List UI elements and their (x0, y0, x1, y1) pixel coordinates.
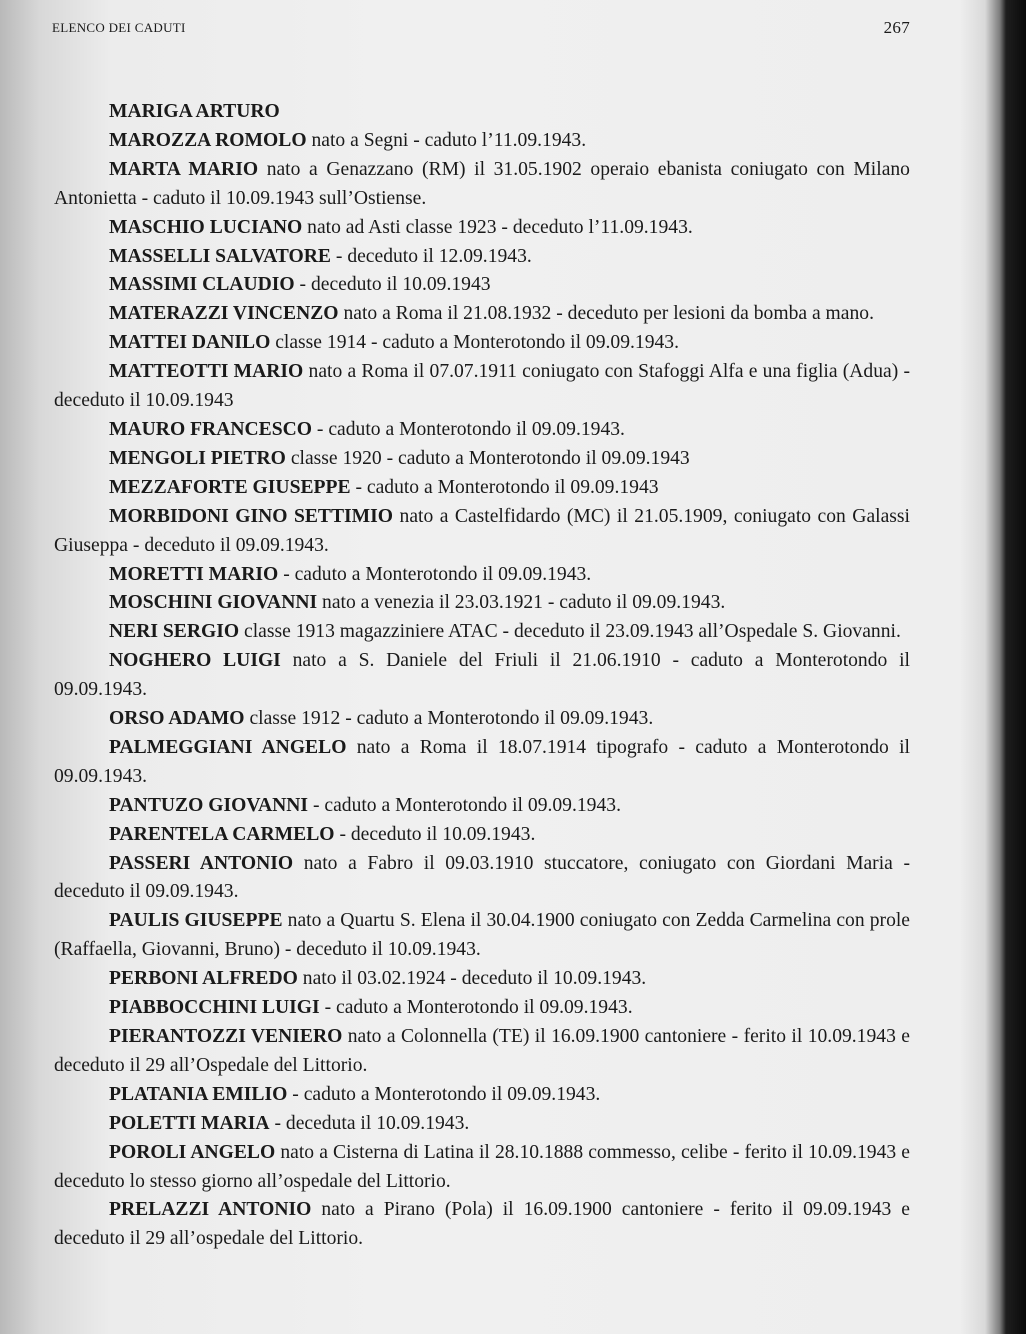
list-item (54, 821, 910, 850)
entry-details: nato a Roma il 21.08.1932 - deceduto per lesioni da bomba a mano. (343, 303, 874, 325)
entry-details: nato a S. Daniele del Friuli il 21.06.1910 - caduto a Monterotondo il 09.09.1943. (54, 650, 910, 701)
entry-name: PAULIS GIUSEPPE (109, 910, 283, 932)
list-item (54, 647, 910, 705)
entry-name: PALMEGGIANI ANGELO (109, 736, 347, 758)
list-item (54, 1196, 910, 1254)
list-item (54, 358, 910, 416)
entry-details: classe 1913 magazziniere ATAC - deceduto il 23.09.1943 all’Ospedale S. Giovanni. (244, 621, 901, 643)
list-item (54, 271, 910, 300)
entry-details: nato a venezia il 23.03.1921 - caduto il 09.09.1943. (322, 592, 726, 614)
entry-details: - caduto a Monterotondo il 09.09.1943. (292, 1083, 601, 1105)
entry-details: - caduto a Monterotondo il 09.09.1943 (355, 476, 659, 498)
entry-name: MORETTI MARIO (109, 563, 279, 585)
entry-name: PRELAZZI ANTONIO (109, 1199, 312, 1221)
entry-name: MAROZZA ROMOLO (109, 129, 307, 151)
entry-details: nato il 03.02.1924 - deceduto il 10.09.1943. (302, 968, 647, 990)
page-header (52, 16, 910, 42)
entry-details: nato a Roma il 18.07.1914 tipografo - caduto a Monterotondo il 09.09.1943. (54, 736, 910, 787)
list-item (54, 589, 910, 618)
entry-details: nato a Pirano (Pola) il 16.09.1900 cantoniere - ferito il 09.09.1943 e deceduto il 29 all’ospedale del Littorio. (54, 1199, 910, 1250)
list-item (54, 734, 910, 792)
list-item (54, 243, 910, 272)
entry-name: PANTUZO GIOVANNI (109, 794, 309, 816)
entry-details: nato a Colonnella (TE) il 16.09.1900 cantoniere - ferito il 10.09.1943 e deceduto il 29 all’Ospedale del Littorio. (54, 1026, 910, 1076)
entry-details: nato a Genazzano (RM) il 31.05.1902 operaio ebanista coniugato con Milano Antonietta - caduto il 10.09.1943 sull’Ostiense. (54, 158, 910, 209)
list-item (54, 156, 910, 214)
list-item (54, 416, 910, 445)
entry-name: NOGHERO LUIGI (109, 650, 281, 672)
entry-details: classe 1920 - caduto a Monterotondo il 09.09.1943 (290, 447, 690, 469)
entry-name: MATERAZZI VINCENZO (109, 303, 339, 325)
entry-name: PASSERI ANTONIO (109, 852, 294, 874)
entry-name: PIERANTOZZI VENIERO (109, 1026, 343, 1047)
list-item (54, 850, 910, 908)
page-number: 267 (883, 18, 910, 37)
casualty-list (54, 98, 910, 1254)
list-item (54, 474, 910, 503)
list-item (54, 300, 910, 329)
entry-name: PERBONI ALFREDO (109, 968, 298, 990)
list-item (54, 561, 910, 590)
list-item (54, 1110, 910, 1139)
entry-details: - deceduto il 10.09.1943. (339, 823, 536, 845)
entry-details: nato a Roma il 07.07.1911 coniugato con Stafoggi Alfa e una figlia (Adua) - deceduto il 10.09.1943 (54, 361, 910, 412)
entry-details: nato ad Asti classe 1923 - deceduto l’11.09.1943. (307, 216, 693, 238)
entry-details: - caduto a Monterotondo il 09.09.1943. (283, 563, 592, 585)
entry-name: MATTEI DANILO (109, 332, 271, 354)
running-title: ELENCO DEI CADUTI (52, 20, 186, 35)
entry-name: PIABBOCCHINI LUIGI (109, 997, 320, 1019)
entry-name: PARENTELA CARMELO (109, 823, 335, 845)
entry-details: classe 1912 - caduto a Monterotondo il 09.09.1943. (249, 708, 654, 730)
entry-name: MASCHIO LUCIANO (109, 216, 303, 238)
list-item (54, 965, 910, 994)
entry-name: MARTA MARIO (109, 158, 259, 180)
entry-name: MENGOLI PIETRO (109, 447, 286, 469)
entry-details: nato a Fabro il 09.03.1910 stuccatore, coniugato con Giordani Maria - deceduto il 09.09.1943. (54, 852, 910, 903)
list-item (54, 1139, 910, 1197)
list-item (54, 127, 910, 156)
entry-name: MASSELLI SALVATORE (109, 245, 331, 267)
entry-name: MAURO FRANCESCO (109, 418, 313, 440)
entry-details: - caduto a Monterotondo il 09.09.1943. (324, 997, 633, 1019)
entry-name: MOSCHINI GIOVANNI (109, 592, 318, 614)
entry-details: nato a Castelfidardo (MC) il 21.05.1909, coniugato con Galassi Giuseppa - deceduto il 09.09.1943. (54, 505, 910, 556)
entry-details: classe 1914 - caduto a Monterotondo il 09.09.1943. (275, 332, 679, 354)
entry-name: ORSO ADAMO (109, 708, 245, 730)
entry-details: - deceduto il 12.09.1943. (335, 245, 532, 267)
entry-details: nato a Quartu S. Elena il 30.04.1900 coniugato con Zedda Carmelina con prole (Raffaella, Giovanni, Bruno) - deceduto il 10.09.1943. (54, 910, 911, 961)
list-item (54, 907, 910, 965)
entry-name: NERI SERGIO (109, 621, 240, 643)
entry-details: - deceduto il 10.09.1943 (299, 274, 491, 296)
list-item (54, 1081, 910, 1110)
entry-details: - caduto a Monterotondo il 09.09.1943. (316, 418, 625, 440)
entry-name: PLATANIA EMILIO (109, 1083, 288, 1105)
list-item (54, 503, 910, 561)
list-item (54, 792, 910, 821)
entry-details: - deceduta il 10.09.1943. (274, 1112, 470, 1134)
entry-details: - caduto a Monterotondo il 09.09.1943. (312, 794, 621, 816)
list-item (54, 1023, 910, 1081)
list-item (54, 445, 910, 474)
entry-name: POLETTI MARIA (109, 1112, 270, 1134)
list-item (54, 705, 910, 734)
list-item (54, 98, 910, 127)
entry-details: nato a Cisterna di Latina il 28.10.1888 commesso, celibe - ferito il 10.09.1943 e deceduto lo stesso giorno all’ospedale del Littorio. (54, 1141, 911, 1192)
entry-details: nato a Segni - caduto l’11.09.1943. (311, 129, 587, 151)
list-item (54, 329, 910, 358)
entry-name: MORBIDONI GINO SETTIMIO (109, 505, 394, 527)
list-item (54, 214, 910, 243)
entry-name: MASSIMI CLAUDIO (109, 274, 295, 296)
list-item (54, 618, 910, 647)
entry-name: POROLI ANGELO (109, 1141, 276, 1163)
entry-name: MARIGA ARTURO (109, 101, 280, 122)
entry-name: MATTEOTTI MARIO (109, 361, 304, 383)
list-item (54, 994, 910, 1023)
entry-name: MEZZAFORTE GIUSEPPE (109, 476, 351, 498)
